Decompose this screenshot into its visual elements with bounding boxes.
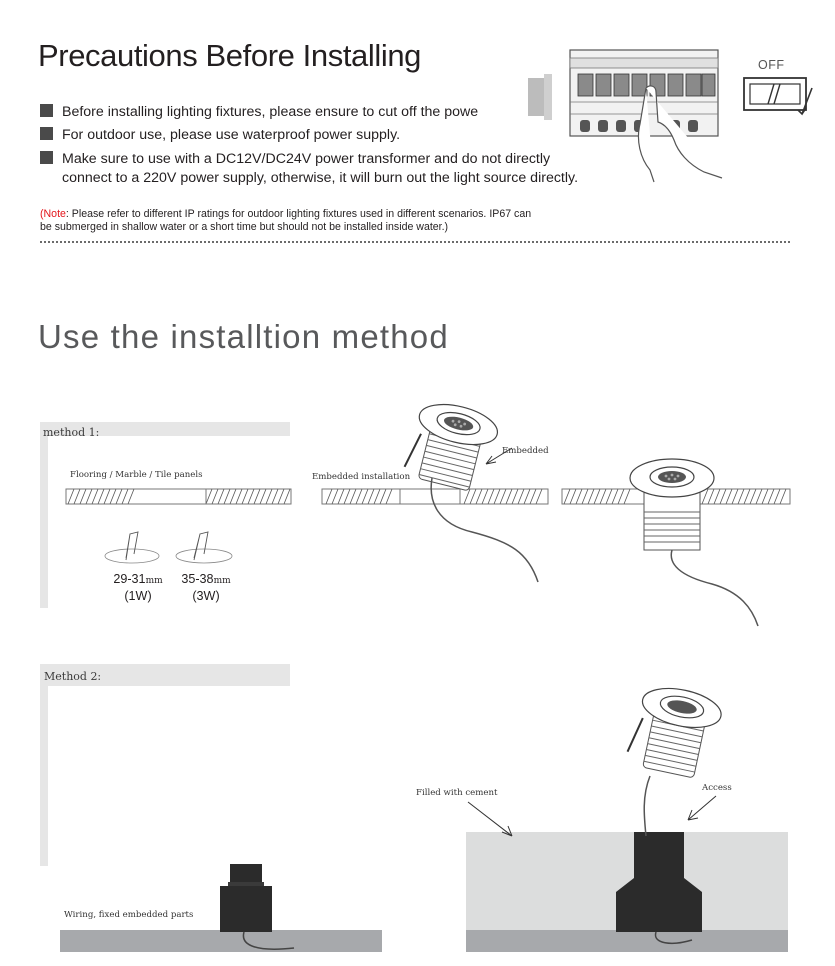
dotted-divider — [40, 241, 790, 243]
bullet-waterproof: For outdoor use, please use waterproof power supply. — [40, 126, 400, 145]
circuit-breaker-panel-icon — [528, 44, 723, 184]
embedded-label: Embedded — [502, 446, 549, 456]
bullet-transformer: Make sure to use with a DC12V/DC24V power transformer and do not directly connect to a 220V power supply, otherwise, it will burn out the light source directly. — [40, 150, 578, 188]
ip-rating-note: (Note: Please refer to different IP ratings for outdoor lighting fixtures used in different scenarios. IP67 can be submerged in shallow water or a short time but should not be installed inside water.) — [40, 208, 532, 233]
access-label: Access — [702, 783, 732, 793]
installed-fixture-icon — [624, 450, 764, 630]
installation-title: Use the installtion method — [38, 318, 449, 355]
method1-label: method 1: — [43, 426, 100, 439]
precautions-title: Precautions Before Installing — [38, 38, 422, 73]
hole-small-icon — [104, 530, 162, 570]
hole-large-icon — [174, 530, 234, 570]
method1-side-bar — [40, 436, 48, 608]
method2-label: Method 2: — [44, 670, 102, 683]
cement-label: Filled with cement — [416, 788, 498, 798]
bullet-power-off: Before installing lighting fixtures, please ensure to cut off the powe — [40, 103, 478, 122]
callout-arrows — [466, 796, 786, 846]
note-label: Note — [43, 208, 66, 220]
surface-label: Flooring / Marble / Tile panels — [70, 470, 203, 480]
bullet-square-icon — [40, 127, 53, 140]
off-switch-icon — [740, 74, 820, 124]
hole-large-size: 35-38mm (3W) — [181, 572, 231, 603]
off-label: OFF — [758, 58, 785, 72]
spotlight-fixture-icon — [402, 392, 552, 592]
tile-panel-strip-1 — [66, 488, 291, 506]
wiring-label: Wiring, fixed embedded parts — [64, 910, 194, 920]
method2-side-bar — [40, 686, 48, 866]
bullet-square-icon — [40, 104, 53, 117]
embedded-sleeve-icon — [214, 862, 334, 958]
hole-small-size: 29-31mm (1W) — [113, 572, 163, 603]
embedded-installation-label: Embedded installation — [312, 472, 411, 482]
embedded-sleeve-cement-icon — [612, 832, 702, 952]
bullet-square-icon — [40, 151, 53, 164]
